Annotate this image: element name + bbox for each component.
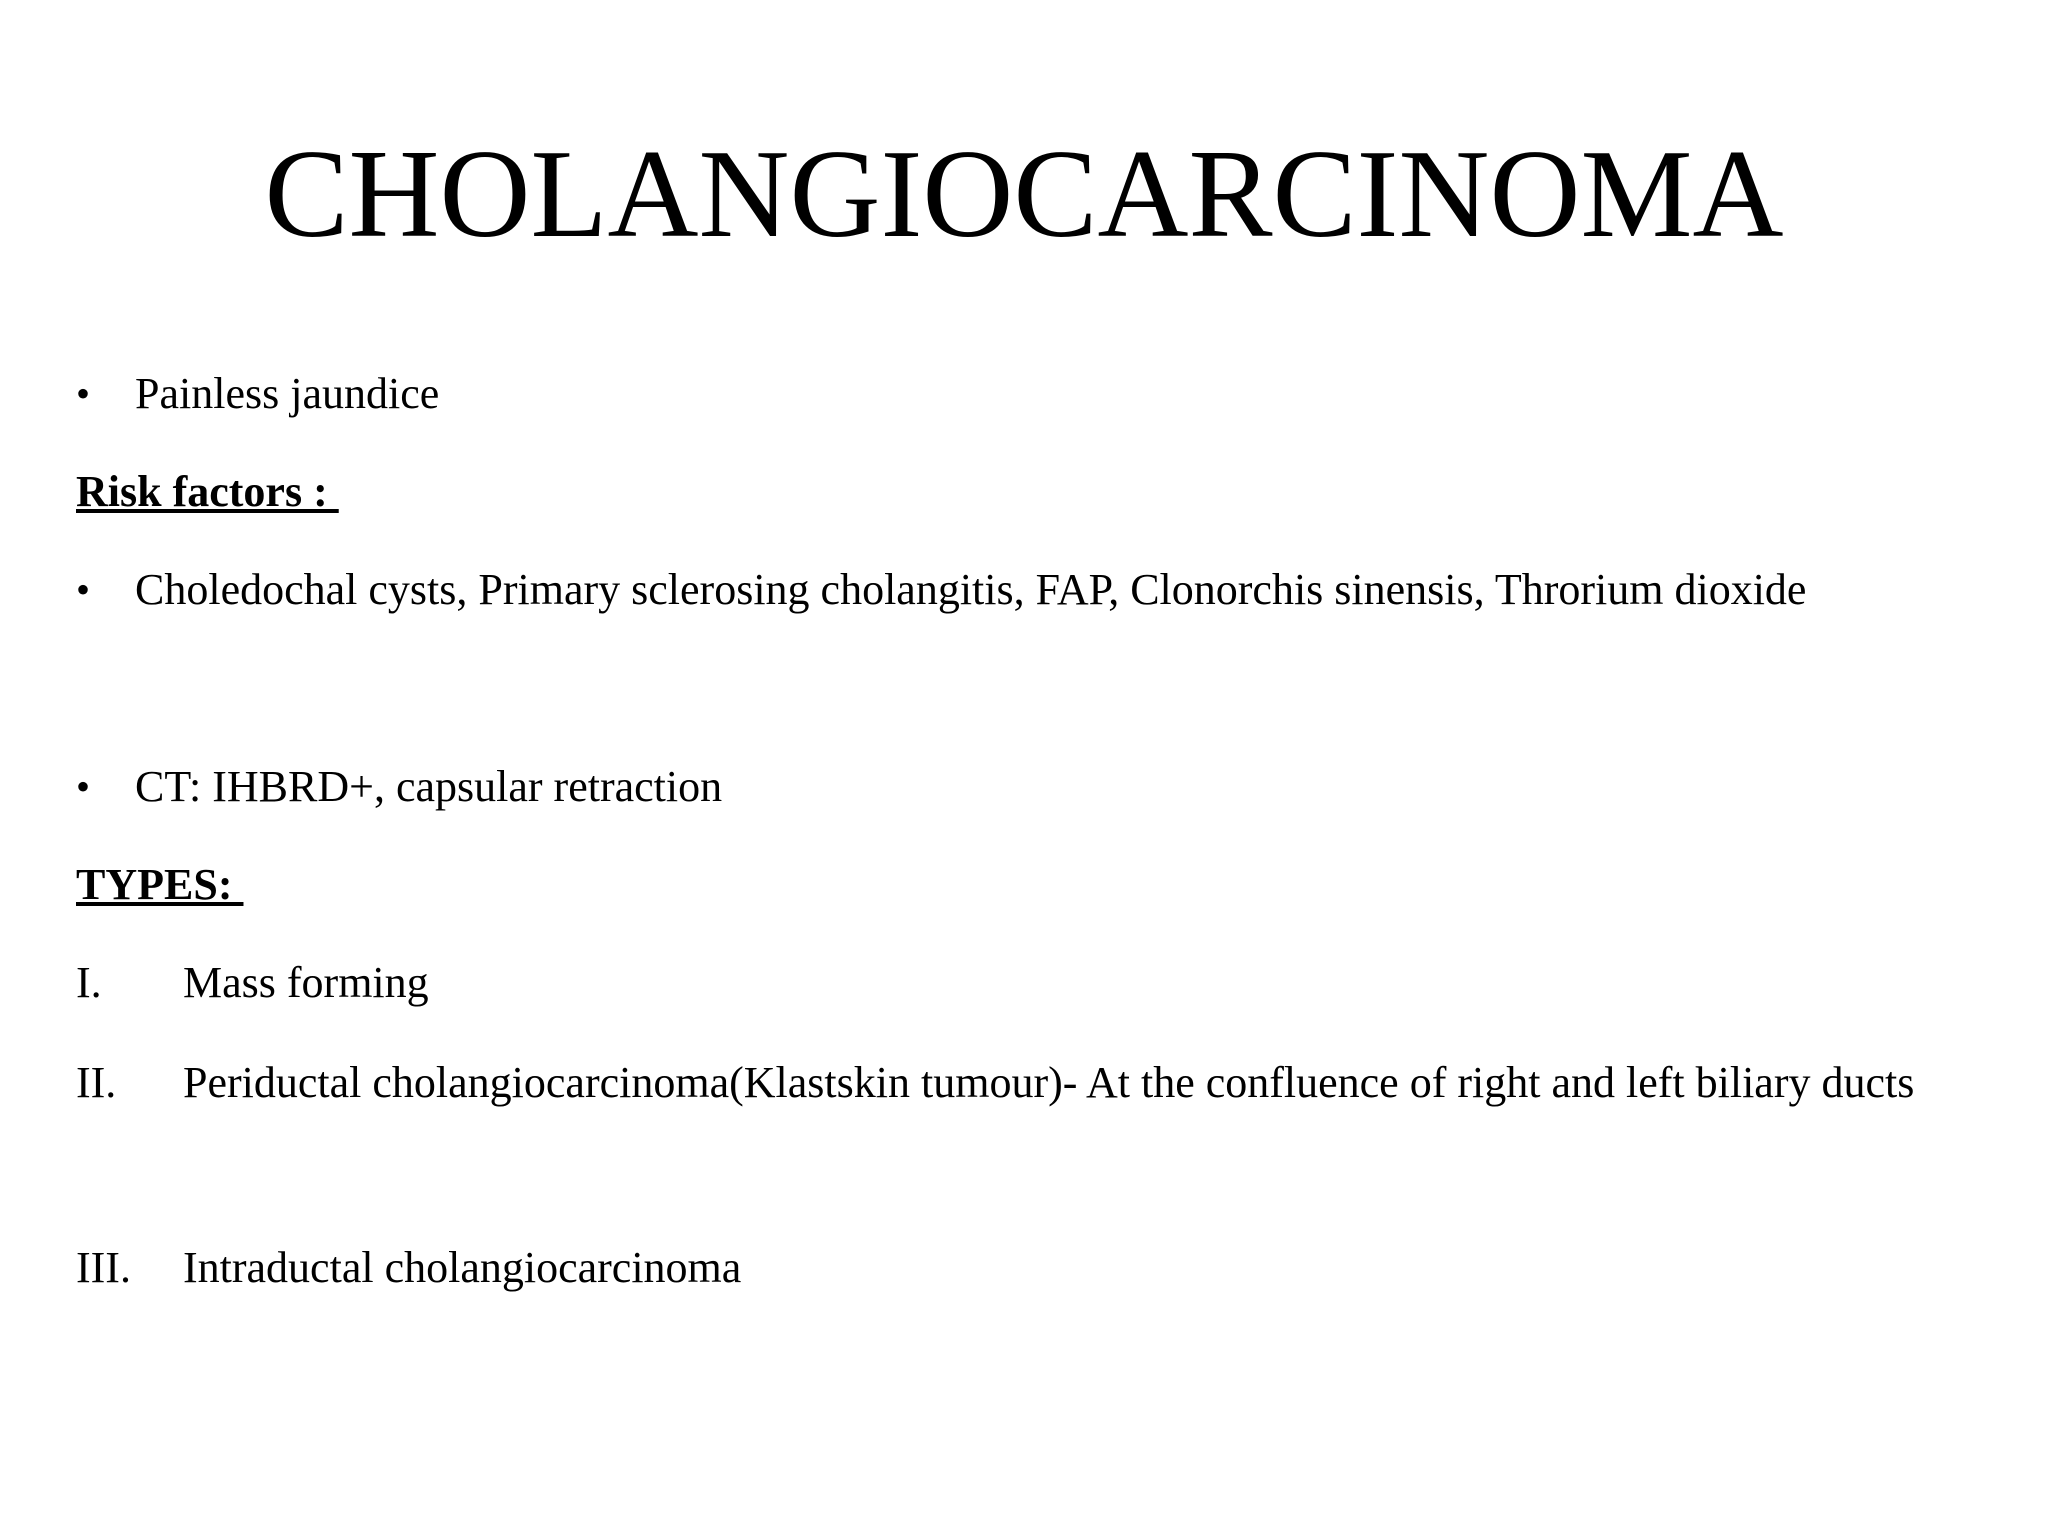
bullet-icon: •	[76, 567, 91, 612]
slide-title: CHOLANGIOCARCINOMA	[264, 125, 1784, 264]
risk-factors-heading: Risk factors :	[76, 467, 339, 516]
type-number: III.	[76, 1243, 131, 1292]
bullet-icon: •	[76, 764, 91, 809]
bullet-text: CT: IHBRD+, capsular retraction	[135, 762, 723, 811]
bullet-text: Choledochal cysts, Primary sclerosing cholangitis, FAP, Clonorchis sinensis, Throrium dioxide	[135, 565, 1807, 614]
bullet-text: Painless jaundice	[135, 369, 440, 418]
type-text: Mass forming	[183, 958, 429, 1007]
bullet-icon: •	[76, 371, 91, 416]
type-text: Intraductal cholangiocarcinoma	[183, 1243, 742, 1292]
type-text: Periductal cholangiocarcinoma(Klastskin tumour)- At the confluence of right and left biliary ducts	[183, 1058, 1915, 1107]
type-number: II.	[76, 1058, 117, 1107]
type-number: I.	[76, 958, 102, 1007]
types-heading: TYPES:	[76, 860, 244, 909]
